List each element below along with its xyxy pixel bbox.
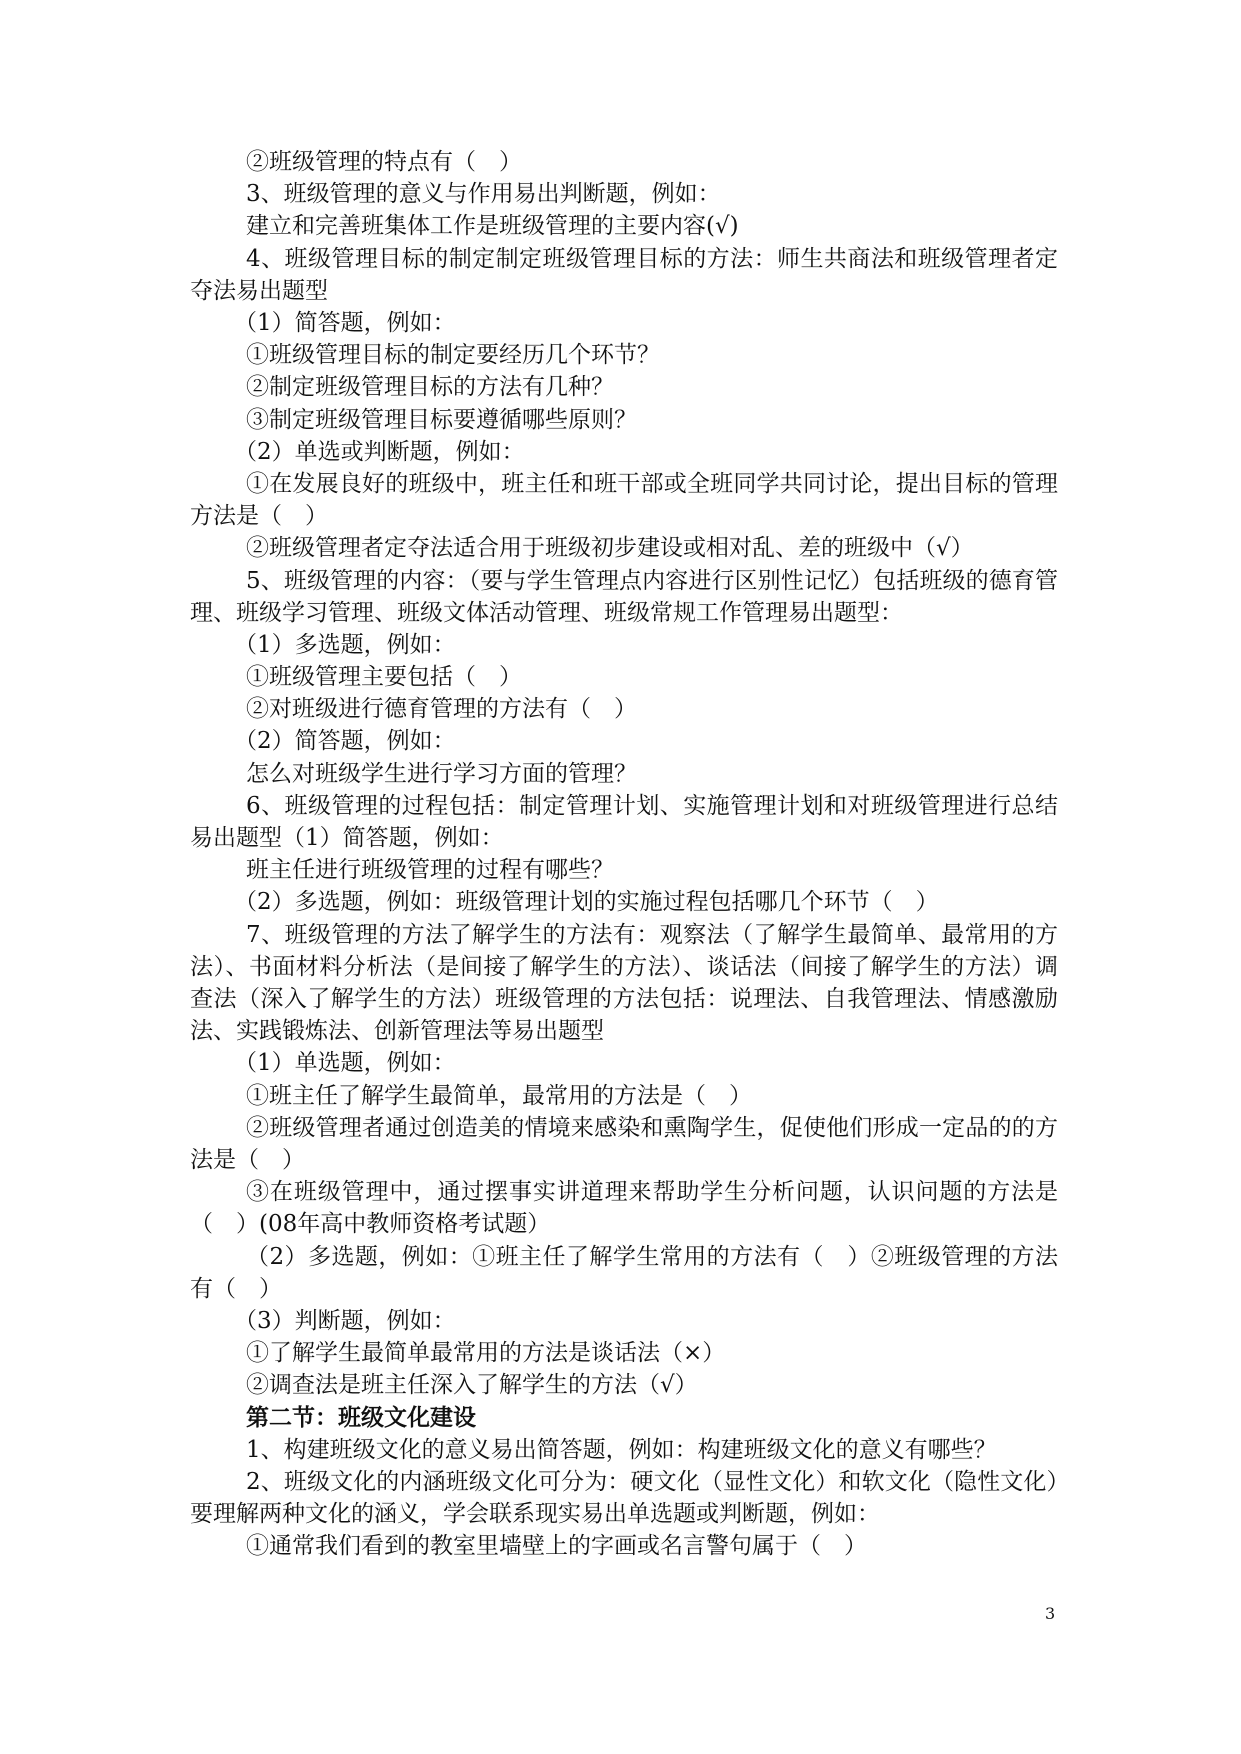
paragraph: 2、班级文化的内涵班级文化可分为：硬文化（显性文化）和软文化（隐性文化）要理解两种文化的涵义，学会联系现实易出单选题或判断题，例如： <box>190 1468 1058 1528</box>
text-line: ②对班级进行德育管理的方法有（ ） <box>246 696 637 723</box>
text-line: ①班主任了解学生最简单，最常用的方法是（ ） <box>246 1082 752 1109</box>
text-line: 班主任进行班级管理的过程有哪些？ <box>246 857 614 884</box>
text-line: ②班级管理的特点有（ ） <box>246 149 522 175</box>
paragraph: ①在发展良好的班级中，班主任和班干部或全班同学共同讨论，提出目标的管理方法是（ ） <box>190 470 1058 530</box>
document-body <box>190 146 1058 1563</box>
text-line: （2）多选题，例如：班级管理计划的实施过程包括哪几个环节（ ） <box>234 889 939 916</box>
text-line: ①班级管理目标的制定要经历几个环节？ <box>246 342 660 369</box>
text-line: （3）判断题，例如： <box>234 1308 456 1335</box>
text-line: 3、班级管理的意义与作用易出判断题，例如： <box>246 181 721 208</box>
paragraph: 6、班级管理的过程包括：制定管理计划、实施管理计划和对班级管理进行总结易出题型（1）简答题，例如： <box>190 792 1058 852</box>
text-line: （1）多选题，例如： <box>234 631 456 658</box>
text-line: （1）简答题，例如： <box>234 309 456 336</box>
text-line: ②班级管理者定夺法适合用于班级初步建设或相对乱、差的班级中（√） <box>246 535 974 562</box>
text-line: ②调查法是班主任深入了解学生的方法（√） <box>246 1372 698 1399</box>
paragraph: 5、班级管理的内容：（要与学生管理点内容进行区别性记忆）包括班级的德育管理、班级学习管理、班级文体活动管理、班级常规工作管理易出题型： <box>190 567 1058 626</box>
paragraph: ③在班级管理中，通过摆事实讲道理来帮助学生分析问题，认识问题的方法是（ ）(08年高中教师资格考试题） <box>190 1179 1058 1238</box>
paragraph: ②班级管理者通过创造美的情境来感染和熏陶学生，促使他们形成一定品的的方法是（ ） <box>190 1114 1058 1174</box>
text-line: ①了解学生最简单最常用的方法是谈话法（×） <box>246 1340 726 1367</box>
text-line: 怎么对班级学生进行学习方面的管理？ <box>246 760 637 787</box>
text-line: 1、构建班级文化的意义易出简答题，例如：构建班级文化的意义有哪些？ <box>246 1436 997 1463</box>
text-line: ③制定班级管理目标要遵循哪些原则？ <box>246 406 637 433</box>
text-line: （2）简答题，例如： <box>234 728 456 755</box>
text-line: ①通常我们看到的教室里墙壁上的字画或名言警句属于（ ） <box>246 1533 867 1560</box>
paragraph: 4、班级管理目标的制定制定班级管理目标的方法：师生共商法和班级管理者定夺法易出题型 <box>190 245 1058 304</box>
paragraph: 7、班级管理的方法了解学生的方法有：观察法（了解学生最简单、最常用的方法）、书面材料分析法（是间接了解学生的方法）、谈话法（间接了解学生的方法）调查法（深入了解学生的方法）班级管理的方法包括：说理法、自我管理法、情感激励法、实践锻炼法、创新管理法等易出题型 <box>190 921 1058 1045</box>
text-line: （2）单选或判断题，例如： <box>234 438 525 465</box>
text-line: （1）单选题，例如： <box>234 1050 456 1077</box>
text-line: 建立和完善班集体工作是班级管理的主要内容(√) <box>246 213 739 240</box>
section-heading: 第二节：班级文化建设 <box>246 1403 476 1431</box>
page-number: 3 <box>1045 1604 1056 1623</box>
text-line: ①班级管理主要包括（ ） <box>246 664 522 691</box>
text-line: ②制定班级管理目标的方法有几种？ <box>246 374 614 401</box>
paragraph: （2）多选题，例如：①班主任了解学生常用的方法有（ ）②班级管理的方法有（ ） <box>190 1243 1058 1302</box>
